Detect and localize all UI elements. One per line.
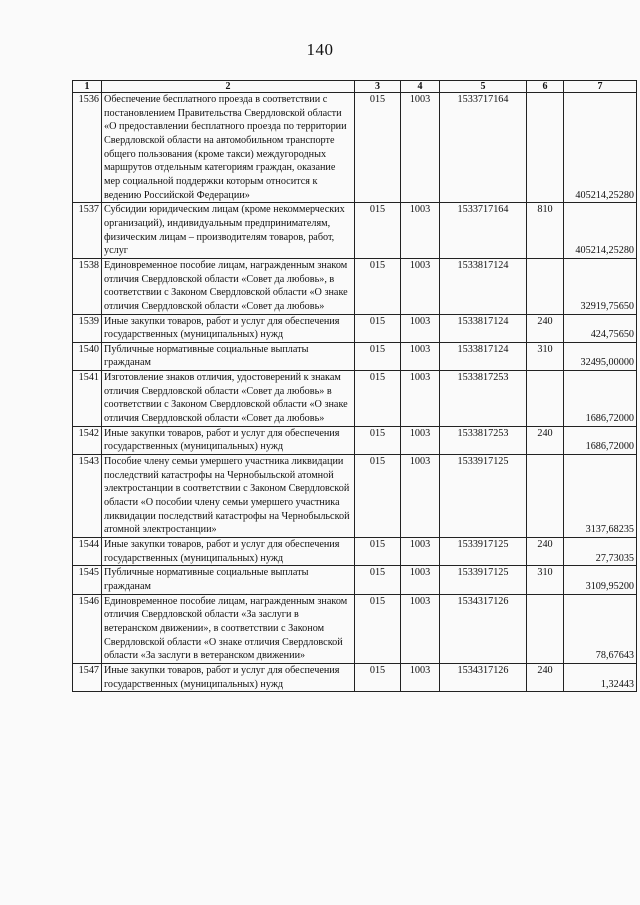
row-code-3: 015	[355, 538, 401, 566]
column-header-3: 3	[355, 81, 401, 93]
row-code-4: 1003	[401, 203, 440, 259]
row-code-5: 1533817253	[440, 426, 527, 454]
row-amount: 1,32443	[564, 663, 637, 691]
row-code-3: 015	[355, 258, 401, 314]
row-code-3: 015	[355, 594, 401, 663]
row-code-6	[527, 258, 564, 314]
row-code-5: 1533817124	[440, 314, 527, 342]
row-code-6: 810	[527, 203, 564, 259]
row-number: 1539	[73, 314, 102, 342]
row-code-3: 015	[355, 566, 401, 594]
row-code-4: 1003	[401, 566, 440, 594]
row-amount: 32495,00000	[564, 342, 637, 370]
row-code-4: 1003	[401, 663, 440, 691]
row-name: Иные закупки товаров, работ и услуг для обеспечения государственных (муниципальных) нужд	[102, 538, 355, 566]
row-code-4: 1003	[401, 371, 440, 427]
row-code-4: 1003	[401, 426, 440, 454]
row-name: Иные закупки товаров, работ и услуг для обеспечения государственных (муниципальных) нужд	[102, 314, 355, 342]
table-row	[73, 258, 637, 314]
row-code-3: 015	[355, 93, 401, 203]
row-code-3: 015	[355, 455, 401, 538]
table-row	[73, 93, 637, 203]
row-amount: 424,75650	[564, 314, 637, 342]
row-number: 1544	[73, 538, 102, 566]
row-code-5: 1533817124	[440, 342, 527, 370]
table-header-row	[73, 81, 637, 93]
row-number: 1543	[73, 455, 102, 538]
table-row	[73, 594, 637, 663]
row-name: Публичные нормативные социальные выплаты гражданам	[102, 342, 355, 370]
row-name: Изготовление знаков отличия, удостоверений к знакам отличия Свердловской области «Совет да любовь» в соответствии с Законом Свердловской области «О знаке отличия Свердловской области «Совет да любовь»	[102, 371, 355, 427]
row-code-6: 240	[527, 663, 564, 691]
table-row	[73, 426, 637, 454]
row-number: 1546	[73, 594, 102, 663]
row-code-6	[527, 371, 564, 427]
column-header-5: 5	[440, 81, 527, 93]
row-amount: 1686,72000	[564, 426, 637, 454]
row-amount: 1686,72000	[564, 371, 637, 427]
row-code-4: 1003	[401, 314, 440, 342]
row-code-3: 015	[355, 663, 401, 691]
row-name: Иные закупки товаров, работ и услуг для обеспечения государственных (муниципальных) нужд	[102, 663, 355, 691]
column-header-2: 2	[102, 81, 355, 93]
row-name: Единовременное пособие лицам, награжденным знаком отличия Свердловской области «За заслуги в ветеранском движении», в соответствии с Законом Свердловской области «О знаке отличия Свердловской области «За заслуги в ветеранском движении»	[102, 594, 355, 663]
row-number: 1542	[73, 426, 102, 454]
row-name: Субсидии юридическим лицам (кроме некоммерческих организаций), индивидуальным предпринимателям, физическим лицам – производителям товаров, работ, услуг	[102, 203, 355, 259]
column-header-6: 6	[527, 81, 564, 93]
row-code-4: 1003	[401, 258, 440, 314]
table-row	[73, 342, 637, 370]
row-amount: 405214,25280	[564, 93, 637, 203]
row-code-6: 240	[527, 426, 564, 454]
row-number: 1547	[73, 663, 102, 691]
row-amount: 78,67643	[564, 594, 637, 663]
row-number: 1540	[73, 342, 102, 370]
row-name: Единовременное пособие лицам, награжденным знаком отличия Свердловской области «Совет да любовь», в соответствии с Законом Свердловской области «О знаке отличия Свердловской области «Совет да любовь»	[102, 258, 355, 314]
row-amount: 32919,75650	[564, 258, 637, 314]
table-row	[73, 538, 637, 566]
row-code-3: 015	[355, 314, 401, 342]
row-code-4: 1003	[401, 594, 440, 663]
column-header-1: 1	[73, 81, 102, 93]
row-code-3: 015	[355, 371, 401, 427]
page-number: 140	[306, 40, 334, 59]
row-code-3: 015	[355, 426, 401, 454]
column-header-4: 4	[401, 81, 440, 93]
row-number: 1536	[73, 93, 102, 203]
column-header-7: 7	[564, 81, 637, 93]
row-code-6: 240	[527, 538, 564, 566]
row-code-6	[527, 93, 564, 203]
table-row	[73, 663, 637, 691]
row-amount: 3137,68235	[564, 455, 637, 538]
row-code-4: 1003	[401, 342, 440, 370]
table-row	[73, 203, 637, 259]
table-row	[73, 455, 637, 538]
row-code-5: 1534317126	[440, 663, 527, 691]
row-code-5: 1533717164	[440, 203, 527, 259]
row-code-5: 1534317126	[440, 594, 527, 663]
row-code-5: 1533717164	[440, 93, 527, 203]
row-number: 1545	[73, 566, 102, 594]
row-code-5: 1533917125	[440, 455, 527, 538]
row-name: Публичные нормативные социальные выплаты гражданам	[102, 566, 355, 594]
row-number: 1538	[73, 258, 102, 314]
row-amount: 27,73035	[564, 538, 637, 566]
row-code-6: 240	[527, 314, 564, 342]
row-code-3: 015	[355, 342, 401, 370]
row-code-5: 1533917125	[440, 566, 527, 594]
row-number: 1541	[73, 371, 102, 427]
row-code-5: 1533817124	[440, 258, 527, 314]
row-code-6	[527, 455, 564, 538]
row-name: Пособие члену семьи умершего участника ликвидации последствий катастрофы на Чернобыльской атомной электростанции в соответствии с Законом Свердловской области «О пособии члену семьи умершего участника ликвидации последствий катастрофы на Чернобыльской атомной электростанции»	[102, 455, 355, 538]
row-code-4: 1003	[401, 93, 440, 203]
row-code-6	[527, 594, 564, 663]
row-code-6: 310	[527, 342, 564, 370]
row-code-4: 1003	[401, 455, 440, 538]
row-number: 1537	[73, 203, 102, 259]
row-code-5: 1533917125	[440, 538, 527, 566]
row-name: Иные закупки товаров, работ и услуг для обеспечения государственных (муниципальных) нужд	[102, 426, 355, 454]
row-name: Обеспечение бесплатного проезда в соответствии с постановлением Правительства Свердловской области «О предоставлении бесплатного проезда по территории Свердловской области на автомобильном транспорте общего пользования (кроме такси) междугородных маршрутов отдельным категориям граждан, оказание мер социальной поддержки которым относится к ведению Российской Федерации»	[102, 93, 355, 203]
table-row	[73, 371, 637, 427]
row-code-4: 1003	[401, 538, 440, 566]
row-code-6: 310	[527, 566, 564, 594]
budget-table	[72, 80, 637, 692]
row-amount: 405214,25280	[564, 203, 637, 259]
table-row	[73, 566, 637, 594]
row-code-5: 1533817253	[440, 371, 527, 427]
table-row	[73, 314, 637, 342]
row-code-3: 015	[355, 203, 401, 259]
row-amount: 3109,95200	[564, 566, 637, 594]
